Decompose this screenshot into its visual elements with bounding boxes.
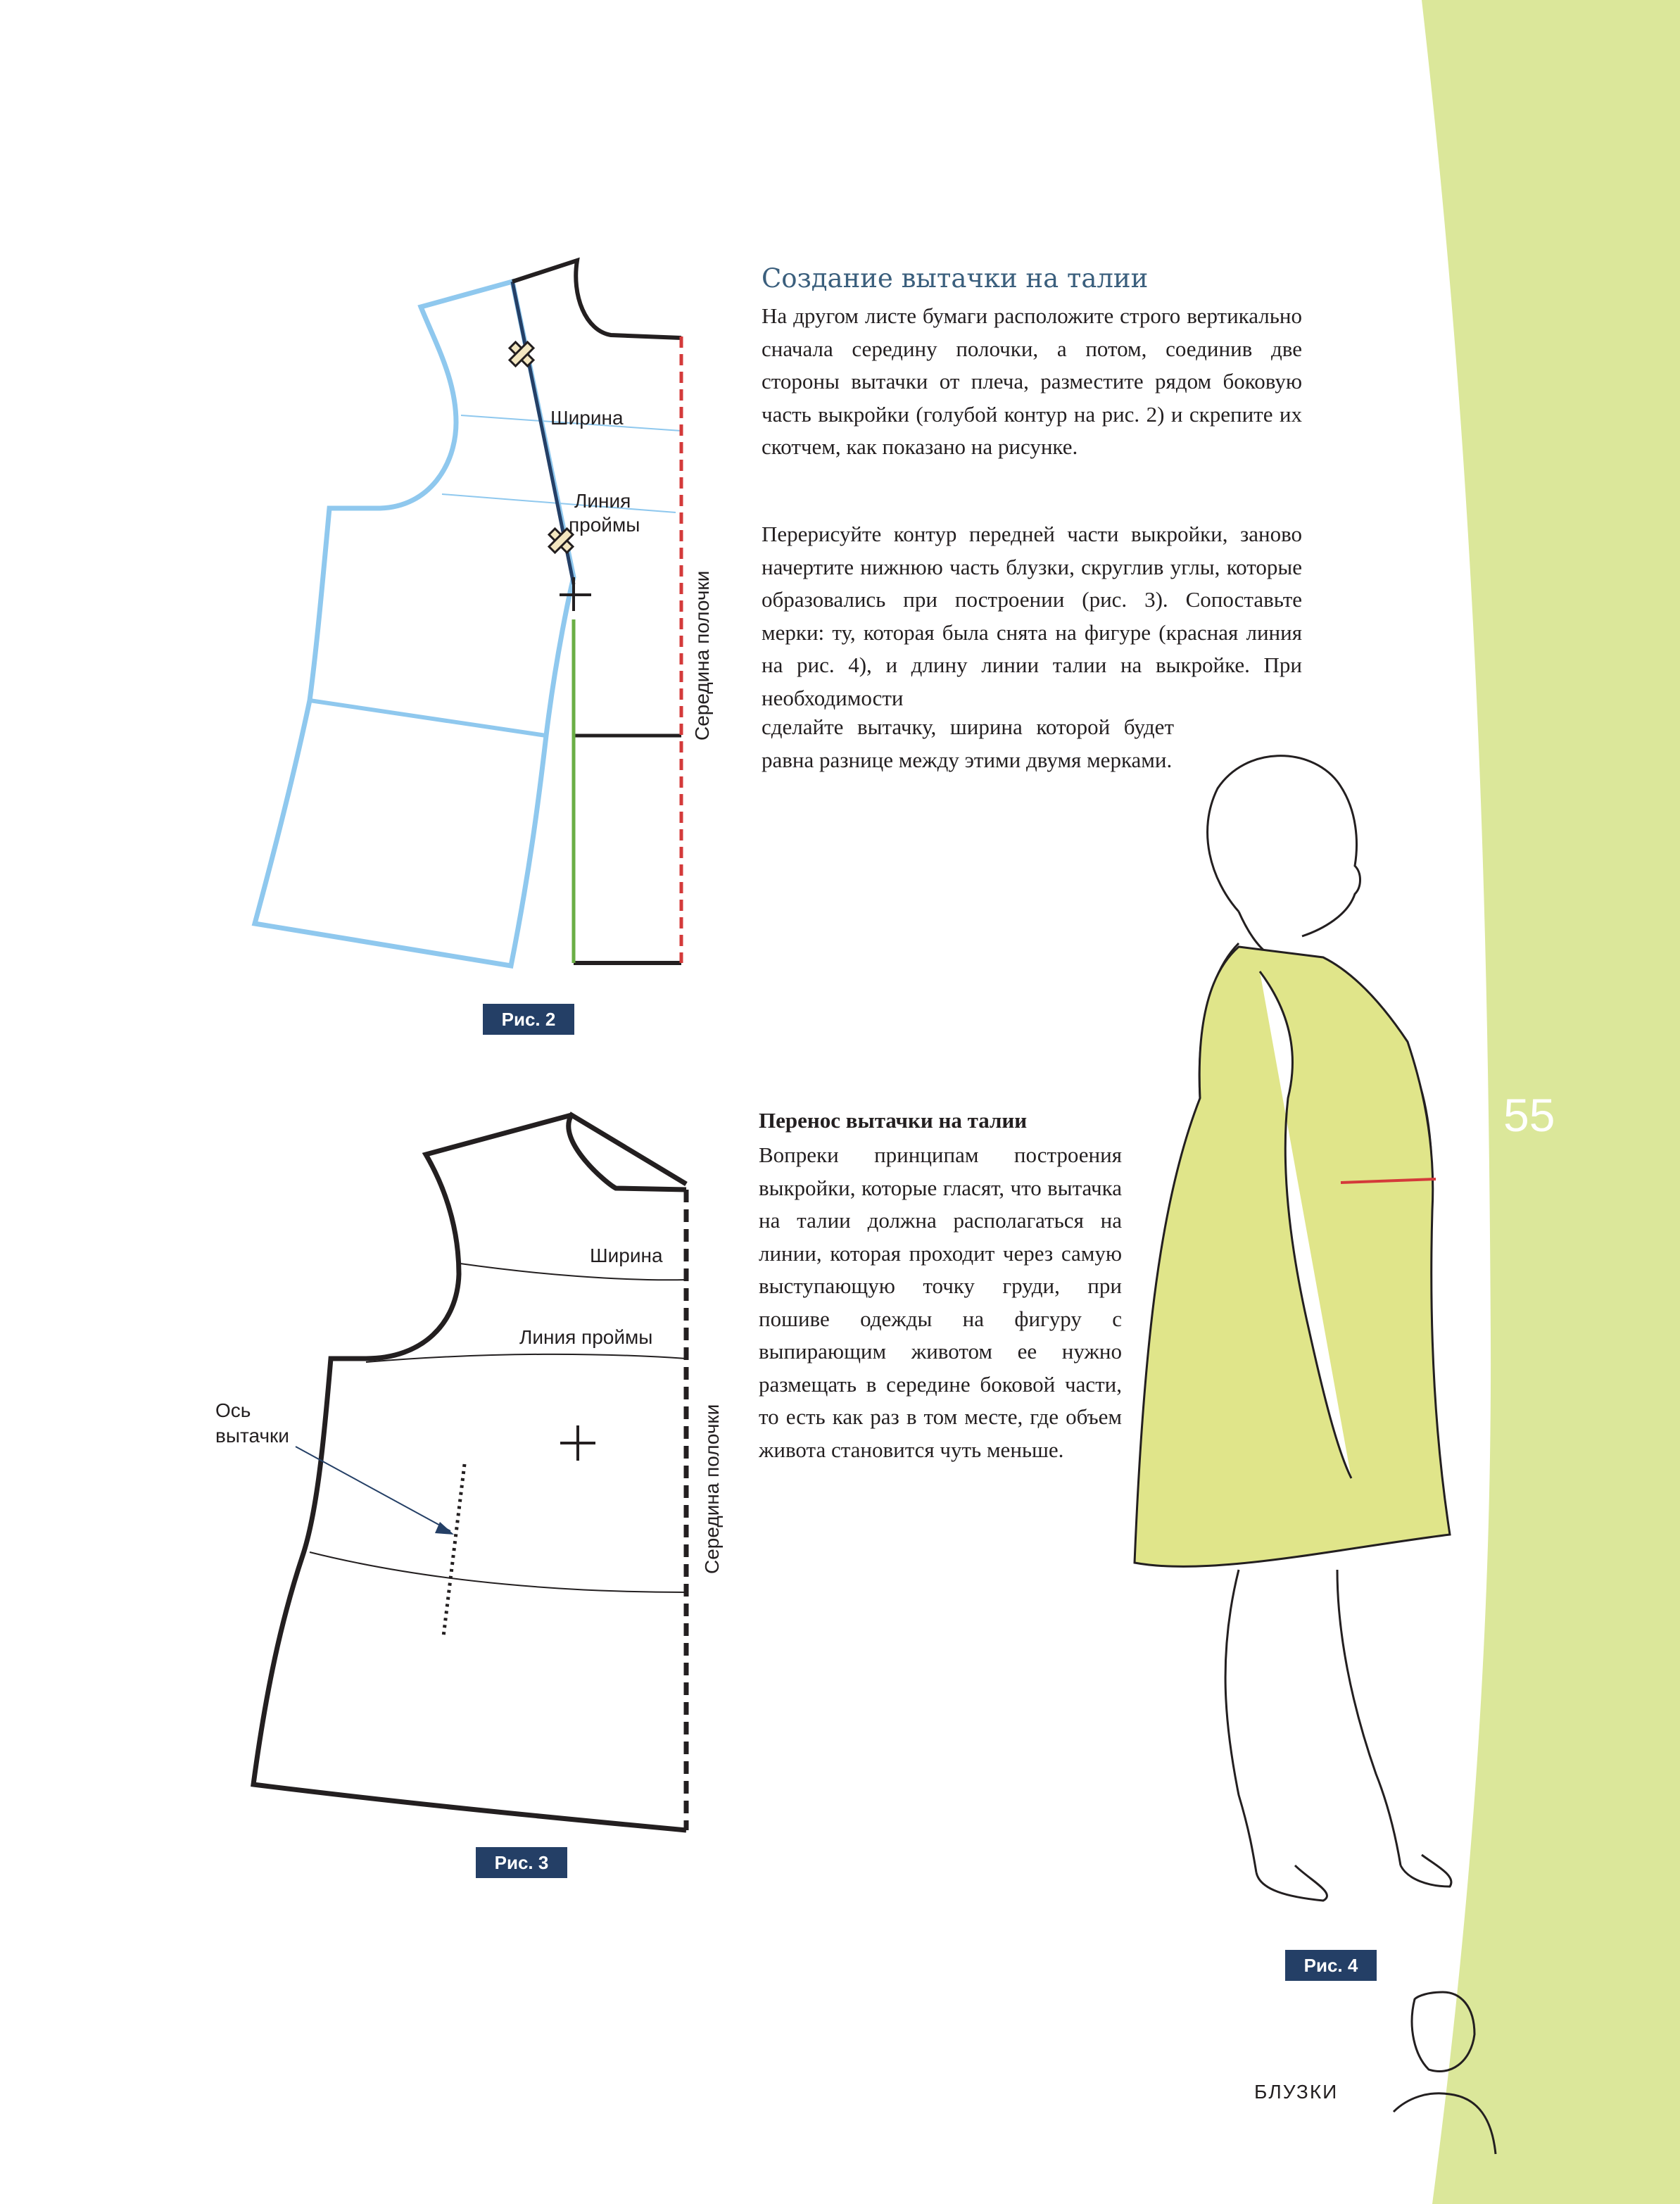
section1-paragraph2b: сделайте вытачку, ширина которой будет равна разнице между этими двумя мерками. (762, 714, 1174, 772)
section2-title: Перенос вытачки на талии (759, 1108, 1028, 1133)
page-number: 55 (1503, 1089, 1555, 1141)
section2-paragraph: Вопреки принципам построения выкройки, которые гласят, что вытачка на талии должна располагаться на линии, которая проходит через самую выступающую точку груди, при пошиве одежды на фигуру с выпирающим животом ее нужно размещать в середине боковой части, то есть как раз в том месте, где объем живота становится чуть меньше. (759, 1142, 1122, 1462)
fig3-drawing (253, 1115, 686, 1830)
fig2-label-armhole-2: проймы (569, 514, 640, 536)
section1-title: Создание вытачки на талии (762, 263, 1149, 294)
fig2-blue-piece (255, 282, 574, 966)
fig3-badge: Рис. 3 (476, 1847, 567, 1878)
fig4-badge: Рис. 4 (1285, 1950, 1377, 1981)
fig3-outline (253, 1115, 686, 1830)
fig2-badge: Рис. 2 (483, 1004, 574, 1035)
fig4-figure-illustration (1135, 756, 1496, 2154)
fig3-label-dart-1: Ось (215, 1399, 251, 1421)
fig3-label-dart-2: вытачки (215, 1425, 289, 1447)
section-label: БЛУЗКИ (1254, 2081, 1339, 2103)
fig3-label-width: Ширина (590, 1245, 663, 1266)
section1-paragraph1: На другом листе бумаги расположите строго вертикально сначала середину полочки, а потом, соединив две стороны вытачки от плеча, разместите рядом боковую часть выкройки (голубой контур на рис. 2) и скрепите их скотчем, как показано на рисунке. (762, 303, 1302, 459)
fig3-label-armhole: Линия проймы (519, 1326, 653, 1348)
fig2-label-center: Середина полочки (691, 570, 713, 741)
section1-paragraph2a: Перерисуйте контур передней части выкройки, заново начертите нижнюю часть блузки, скруглив углы, которые образовались при построении (рис. 3). Сопоставьте мерки: ту, которая была снята на фигуре (красная линия на рис. 4), и длину линии талии на выкройке. При необходимости (762, 522, 1302, 710)
fig2-label-width: Ширина (550, 407, 624, 429)
fig2-drawing (255, 260, 681, 966)
fig2-label-armhole-1: Линия (574, 490, 631, 512)
fig4-dress (1135, 947, 1450, 1566)
fig3-label-center: Середина полочки (701, 1404, 723, 1574)
